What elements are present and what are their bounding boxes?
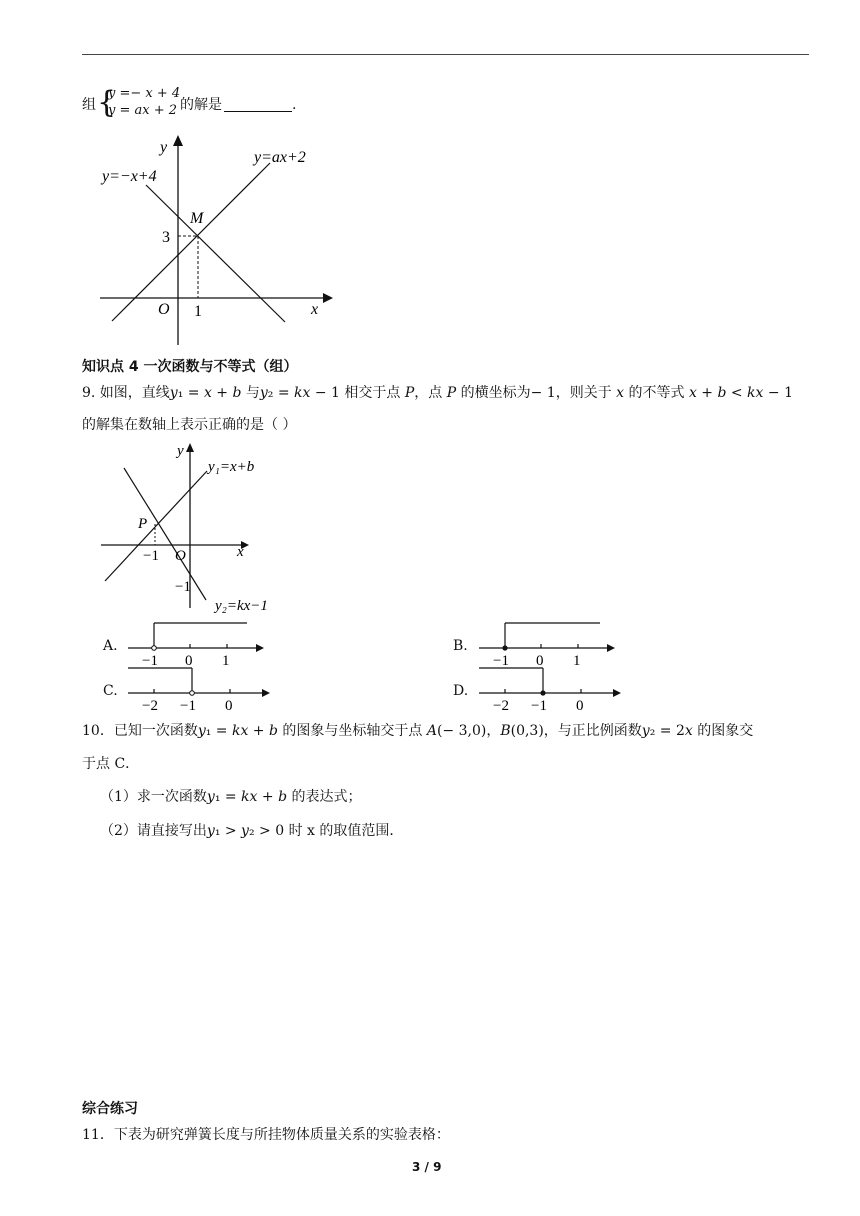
point-p-label: P [138,516,148,532]
y-axis-label: y [160,139,168,156]
line-ax-plus-2 [112,163,270,321]
svg-text:−1: −1 [142,653,158,669]
q8-suffix [180,95,296,115]
y-tick-neg1: −1 [175,579,191,595]
svg-text:−1: −1 [531,698,547,714]
option-a-number-line [122,620,272,670]
svg-text:0: 0 [576,698,584,714]
line1-label: y₁=x+b [208,459,255,475]
x-tick-neg1: −1 [143,548,159,564]
svg-text:−1: −1 [493,653,509,669]
q8-prefix: 组 [82,97,96,113]
x-axis-arrow [323,293,333,303]
line-y2 [124,468,206,600]
svg-text:0: 0 [225,698,233,714]
svg-text:0: 0 [536,653,544,669]
system-brace: { [97,85,117,120]
line-y1 [105,471,207,581]
header-rule [82,54,809,55]
x-axis-label: x [311,301,319,318]
y-axis-arrow [173,135,183,146]
option-d-number-line [473,665,623,715]
q9-line-1: 9. 如图，直线𝑦₁ = 𝑥 + 𝑏 与𝑦₂ = 𝑘𝑥 − 1 相交于点 𝑃，点 𝑃 的横坐标为− 1，则关于 𝑥 的不等式 𝑥 + 𝑏 < 𝑘𝑥 − 1 [82,385,793,401]
line2-label: y=ax+2 [254,149,306,166]
equation-1: y =− x + 4 [108,86,181,101]
point-m-label: M [190,210,204,227]
q10-part-1: （1）求一次函数𝑦₁ = 𝑘𝑥 + 𝑏 的表达式； [100,789,362,805]
equation-2: y = ax + 2 [108,103,178,118]
q9-line-2: 的解集在数轴上表示正确的是（ ） [82,417,297,433]
option-d-letter: D. [453,683,469,699]
y-axis-label: y [177,443,184,459]
q8-suffix-text: 的解是 [180,97,222,113]
svg-text:1: 1 [573,653,581,669]
y-tick-3: 3 [162,229,170,246]
graph-lines-intersection-m [90,130,340,350]
section-comprehensive-title: 综合练习 [82,1101,138,1117]
svg-text:0: 0 [185,653,193,669]
line2-label: y₂=kx−1 [215,598,268,614]
answer-blank [224,97,292,112]
option-b-number-line [473,620,623,670]
origin-label: O [175,548,186,564]
x-axis-label: x [237,544,244,560]
q11-line-1: 11．下表为研究弹簧长度与所挂物体质量关系的实验表格： [82,1127,450,1143]
q10-line-2: 于点 C． [82,756,140,772]
q10-line-1: 10．已知一次函数𝑦₁ = 𝑘𝑥 + 𝑏 的图象与坐标轴交于点 𝐴(− 3,0)，𝐵(0,3)，与正比例函数𝑦₂ = 2𝑥 的图象交 [82,723,754,739]
x-tick-1: 1 [194,303,202,320]
option-a-letter: A. [103,638,118,654]
svg-text:−2: −2 [493,698,509,714]
q10-part-2: （2）请直接写出𝑦₁ > 𝑦₂ > 0 时 x 的取值范围． [100,823,404,839]
option-c-number-line [122,665,272,715]
graph-lines-intersection-p [95,438,295,618]
option-b-letter: B. [453,638,468,654]
q8-period: . [292,97,297,113]
origin-label: O [158,301,170,318]
section-4-title: 知识点 4 一次函数与不等式（组） [82,359,298,375]
svg-text:−2: −2 [142,698,158,714]
svg-text:−1: −1 [180,698,196,714]
svg-text:1: 1 [222,653,230,669]
y-axis-arrow [186,443,194,452]
option-c-letter: C. [103,683,118,699]
line1-label: y=−x+4 [102,168,157,185]
page-number: 3 / 9 [412,1160,442,1174]
